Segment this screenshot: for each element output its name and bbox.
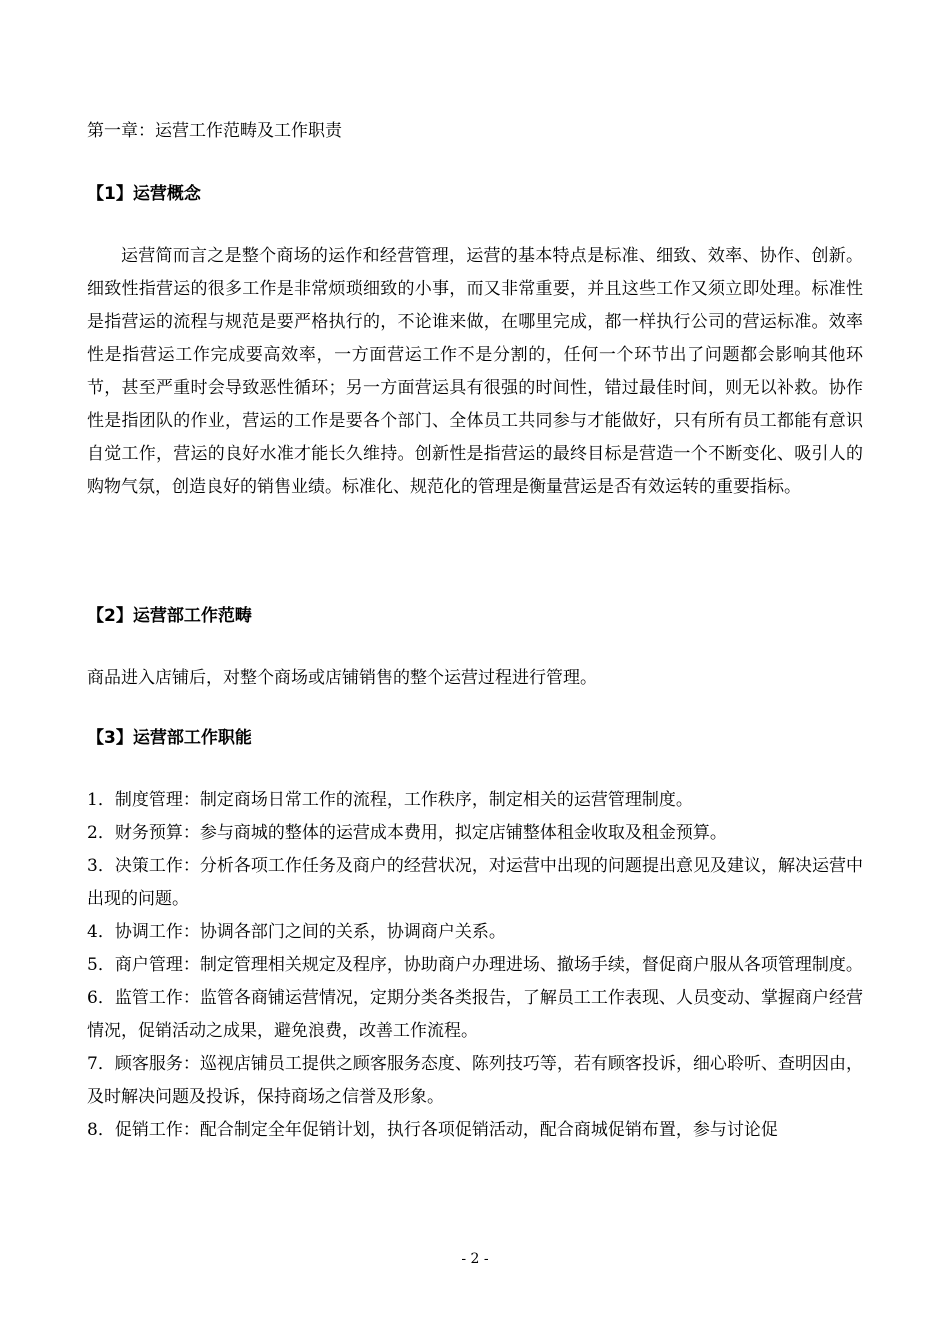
duty-item: 6．监管工作：监管各商铺运营情况，定期分类各类报告，了解员工工作表现、人员变动、掌握商户经营情况，促销活动之成果，避免浪费，改善工作流程。 [87, 988, 863, 1041]
duty-item: 1．制度管理：制定商场日常工作的流程，工作秩序，制定相关的运营管理制度。 [87, 790, 693, 810]
operation-concept-paragraph: 运营简而言之是整个商场的运作和经营管理，运营的基本特点是标准、细致、效率、协作、创新。细致性指营运的很多工作是非常烦琐细致的小事，而又非常重要，并且这些工作又须立即处理。标准性是指营运的流程与规范是要严格执行的，不论谁来做，在哪里完成，都一样执行公司的营运标准。效率性是指营运工作完成要高效率，一方面营运工作不是分割的，任何一个环节出了问题都会影响其他环节，甚至严重时会导致恶性循环；另一方面营运具有很强的时间性，错过最佳时间，则无以补救。协作性是指团队的作业，营运的工作是要各个部门、全体员工共同参与才能做好，只有所有员工都能有意识自觉工作，营运的良好水准才能长久维持。创新性是指营运的最终目标是营造一个不断变化、吸引人的购物气氛，创造良好的销售业绩。标准化、规范化的管理是衡量营运是否有效运转的重要指标。 [87, 246, 863, 497]
duty-item: 4．协调工作：协调各部门之间的关系，协调商户关系。 [87, 922, 506, 942]
department-scope-paragraph: 商品进入店铺后，对整个商场或店铺销售的整个运营过程进行管理。 [87, 668, 597, 688]
section-heading-department-scope: 【2】运营部工作范畴 [87, 606, 252, 626]
duty-item: 7．顾客服务：巡视店铺员工提供之顾客服务态度、陈列技巧等，若有顾客投诉，细心聆听、查明因由，及时解决问题及投诉，保持商场之信誉及形象。 [87, 1054, 863, 1107]
section-heading-department-duties: 【3】运营部工作职能 [87, 728, 252, 748]
duty-item: 2．财务预算：参与商城的整体的运营成本费用，拟定店铺整体租金收取及租金预算。 [87, 823, 727, 843]
duty-item: 5．商户管理：制定管理相关规定及程序，协助商户办理进场、撤场手续，督促商户服从各项管理制度。 [87, 955, 863, 975]
chapter-title: 第一章：运营工作范畴及工作职责 [87, 121, 342, 141]
section-heading-operation-concept: 【1】运营概念 [87, 184, 201, 204]
duty-item: 3．决策工作：分析各项工作任务及商户的经营状况，对运营中出现的问题提出意见及建议，解决运营中出现的问题。 [87, 856, 863, 909]
duty-item: 8．促销工作：配合制定全年促销计划，执行各项促销活动，配合商城促销布置，参与讨论促 [87, 1120, 778, 1140]
page-number: - 2 - [461, 1251, 489, 1267]
department-duties-list [87, 784, 863, 1147]
